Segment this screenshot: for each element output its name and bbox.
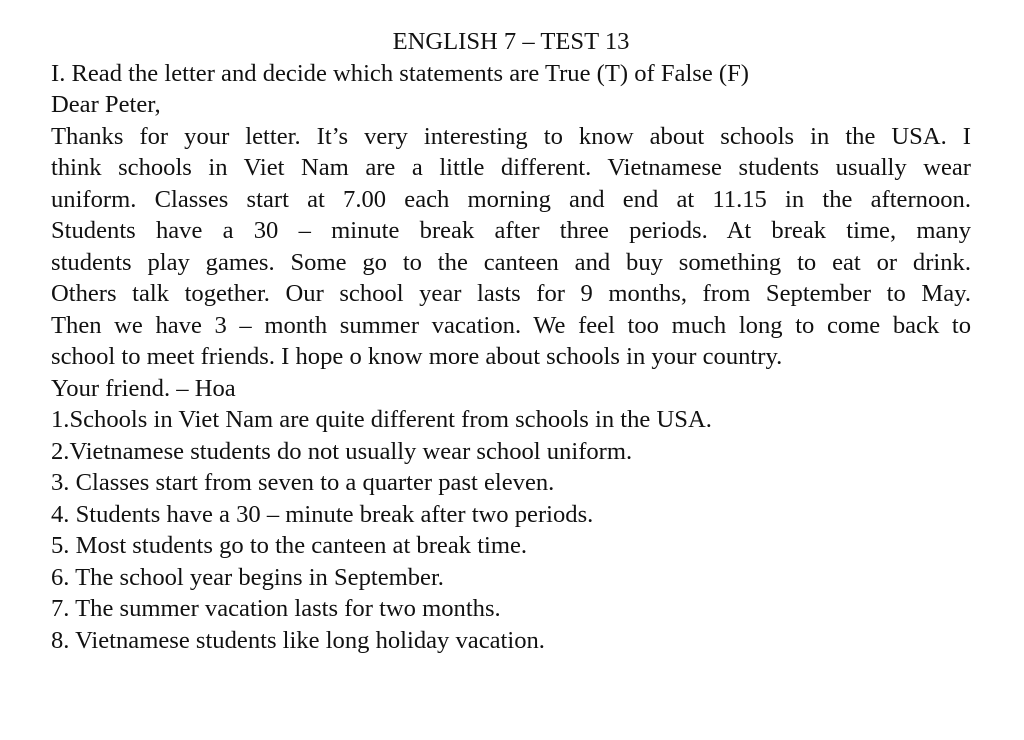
letter-greeting: Dear Peter, [51,91,161,118]
instruction: I. Read the letter and decide which statements are True (T) of False (F) [51,59,749,87]
letter-line: Then we have 3 – month summer vacation. We feel too much long to come back to [51,311,971,339]
letter-line: students play games. Some go to the canteen and buy something to eat or drink. [51,248,971,276]
letter-line: uniform. Classes start at 7.00 each morning and end at 11.15 in the afternoon. [51,185,971,213]
statement-item: 6. The school year begins in September. [51,563,444,591]
letter-line: Thanks for your letter. It’s very interesting to know about schools in the USA. I [51,122,971,150]
statement-item: 3. Classes start from seven to a quarter past eleven. [51,469,555,496]
letter-line: think schools in Viet Nam are a little different. Vietnamese students usually wear [51,154,971,181]
letter-line: school to meet friends. I hope o know more about schools in your country. [51,343,783,370]
letter-body [51,121,971,373]
statement-item: 4. Students have a 30 – minute break after two periods. [51,500,594,528]
statement-item: 5. Most students go to the canteen at break time. [51,532,528,559]
statement-item: 7. The summer vacation lasts for two months. [51,595,501,622]
statement-item: 1.Schools in Viet Nam are quite different from schools in the USA. [51,406,712,433]
letter-signoff: Your friend. – Hoa [51,374,236,402]
worksheet-page [51,26,971,656]
letter-line: Students have a 30 – minute break after three periods. At break time, many [51,217,971,244]
statement-list [51,404,971,656]
letter-line: Others talk together. Our school year lasts for 9 months, from September to May. [51,280,971,307]
page-title: ENGLISH 7 – TEST 13 [392,28,630,55]
statement-item: 2.Vietnamese students do not usually wear school uniform. [51,437,633,465]
statement-item: 8. Vietnamese students like long holiday vacation. [51,626,545,654]
